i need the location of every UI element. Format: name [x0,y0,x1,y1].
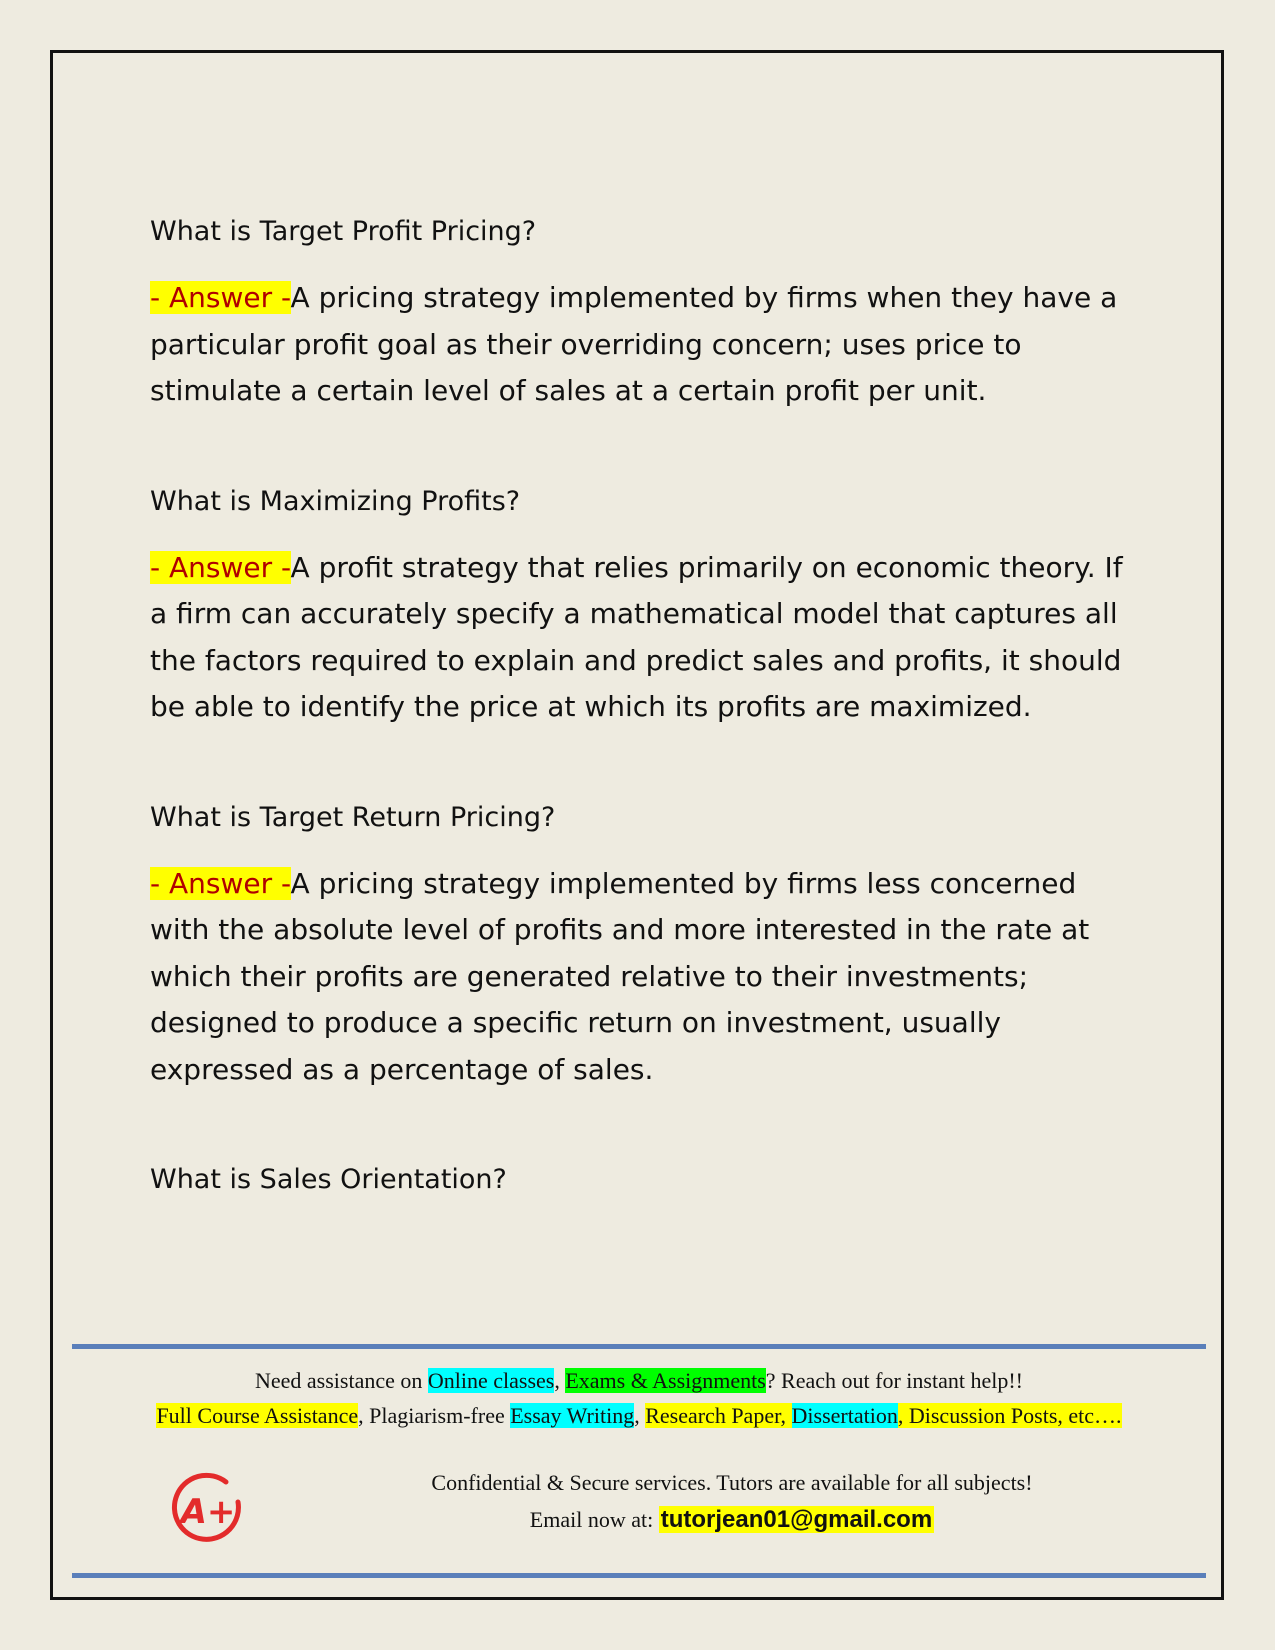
answer-paragraph [150,545,1135,731]
footer-separator-top [72,1344,1206,1349]
logo-text: A+ [180,1492,236,1532]
footer-line-offerings [72,1398,1206,1433]
qa-item [150,215,1135,415]
footer-line-email [232,1502,1232,1537]
answer-paragraph [150,861,1135,1094]
answer-text: A profit strategy that relies primarily on economic theory. If a firm can accurately specify a mathematical model that captures all the factors required to explain and predict sales and profits, it should be able to identify the price at which its profits are maximized. [150,550,1123,723]
footer-line-services [72,1363,1206,1398]
answer-tag: - Answer - [150,281,291,314]
online-classes-text: Online classes [427,1368,555,1393]
footer-line-confidential: Confidential & Secure services. Tutors are available for all subjects! [431,1470,1033,1495]
question-text: What is Sales Orientation? [150,1164,507,1195]
dissertation-text: Dissertation [791,1403,898,1428]
email-prefix-text: Email now at: [529,1507,659,1532]
footer-text: , [554,1368,566,1393]
footer-text: ? Reach out for instant help!! [765,1368,1023,1393]
full-course-text: Full Course Assistance [156,1403,359,1428]
footer-text: , [634,1403,646,1428]
footer-text: Need assistance on [254,1368,428,1393]
question-text: What is Target Profit Pricing? [150,216,537,247]
answer-tag: - Answer - [150,550,291,584]
qa-item [150,485,1135,731]
discussion-posts-text: , Discussion Posts, etc…. [897,1403,1122,1428]
research-paper-text: Research Paper, [645,1403,792,1428]
footer-text: , Plagiarism-free [358,1403,511,1428]
answer-text: A pricing strategy implemented by firms less concerned with the absolute level of profits and more interested in the rate at which their profits are generated relative to their investments; designed to produce a specific return on investment, usually expressed as a percentage of sales. [150,866,1090,1086]
answer-paragraph [150,275,1135,415]
answer-tag: - Answer - [150,866,291,900]
qa-item [150,801,1135,1094]
exams-assignments-text: Exams & Assignments [565,1368,766,1393]
answer-text: A pricing strategy implemented by firms when they have a particular profit goal as their overriding concern; uses price to stimulate a certain level of sales at a certain profit per unit. [150,281,1118,407]
question-text: What is Target Return Pricing? [150,801,556,833]
footer-separator-bottom [72,1573,1206,1578]
qa-item [150,1163,1135,1197]
qa-content [150,215,1135,1267]
email-link[interactable]: tutorjean01@gmail.com [660,1506,933,1533]
essay-writing-text: Essay Writing [510,1403,635,1428]
question-text: What is Maximizing Profits? [150,485,521,517]
